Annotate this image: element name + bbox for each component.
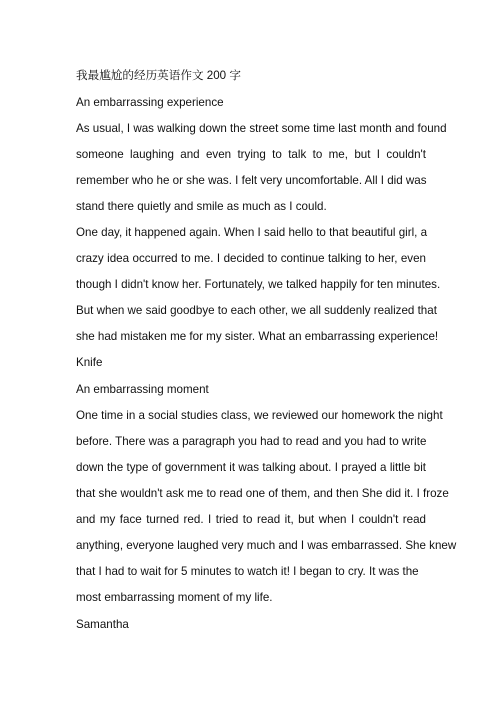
essay-2-line-6: anything, everyone laughed very much and I was embarrassed. She knew	[76, 539, 457, 552]
essay-1-line-7: though I didn't know her. Fortunately, we talked happily for ten minutes.	[76, 278, 441, 291]
essay-1-line-4: stand there quietly and smile as much as I could.	[76, 200, 327, 213]
essay-2-line-2: before. There was a paragraph you had to read and you had to write	[76, 435, 427, 448]
essay-2-author: Samantha	[76, 618, 129, 631]
essay-2-heading: An embarrassing moment	[76, 383, 209, 396]
essay-2-line-3: down the type of government it was talking about. I prayed a little bit	[76, 461, 426, 474]
essay-1-line-1: As usual, I was walking down the street some time last month and found	[76, 122, 447, 135]
essay-1-line-3: remember who he or she was. I felt very uncomfortable. All I did was	[76, 174, 427, 187]
essay-1-author: Knife	[76, 356, 103, 369]
essay-2-line-5: and my face turned red. I tried to read it, but when I couldn't read	[76, 513, 426, 526]
essay-1-line-5: One day, it happened again. When I said hello to that beautiful girl, a	[76, 226, 428, 239]
essay-2-line-4: that she wouldn't ask me to read one of them, and then She did it. I froze	[76, 487, 449, 500]
document-title: 我最尴尬的经历英语作文 200 字	[76, 69, 241, 82]
essay-2-line-1: One time in a social studies class, we reviewed our homework the night	[76, 409, 443, 422]
essay-2-line-8: most embarrassing moment of my life.	[76, 591, 273, 604]
essay-2-line-7: that I had to wait for 5 minutes to watch it! I began to cry. It was the	[76, 565, 419, 578]
essay-1-heading: An embarrassing experience	[76, 96, 224, 109]
essay-1-line-6: crazy idea occurred to me. I decided to continue talking to her, even	[76, 252, 426, 265]
essay-1-line-8: But when we said goodbye to each other, we all suddenly realized that	[76, 304, 437, 317]
essay-1-line-9: she had mistaken me for my sister. What an embarrassing experience!	[76, 330, 439, 343]
essay-1-line-2: someone laughing and even trying to talk to me, but I couldn't	[76, 148, 426, 161]
